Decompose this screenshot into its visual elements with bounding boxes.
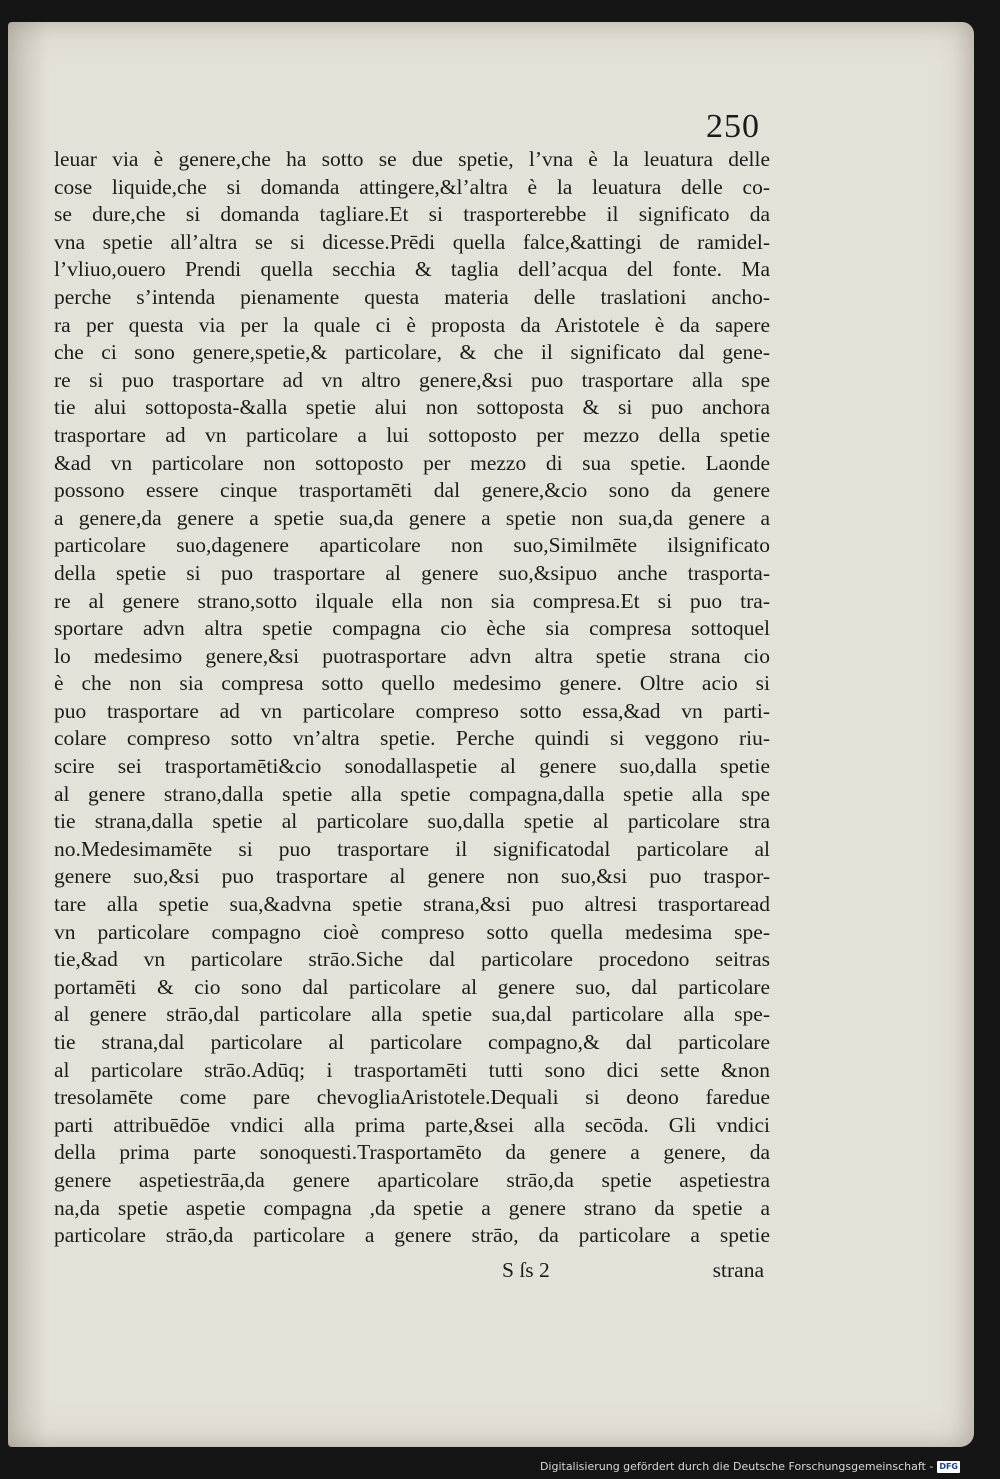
text-line: no.Medesimamēte si puo trasportare il significatodal particolare al [54, 836, 770, 861]
text-line: tie,&ad vn particolare strāo.Siche dal particolare procedono seitras [54, 947, 770, 972]
text-line: na,da spetie aspetie compagna ,da spetie a genere strano da spetie a [54, 1195, 770, 1220]
text-line: particolare suo,dagenere aparticolare non suo,Similmēte ilsignificato [54, 533, 770, 558]
text-line: leuar via è genere,che ha sotto se due spetie, l’vna è la leuatura delle [54, 147, 770, 171]
text-line: particolare strāo,da particolare a genere strāo, da particolare a spetie [54, 1223, 770, 1248]
page-number: 250 [706, 108, 760, 145]
catchword: strana [712, 1258, 764, 1282]
text-line: parti attribuēdōe vndici alla prima parte,&sei alla secōda. Gli vndici [54, 1112, 770, 1137]
text-line: della prima parte sonoquesti.Trasportamēto da genere a genere, da [54, 1140, 770, 1165]
body-text [54, 146, 770, 1250]
text-line: tare alla spetie sua,&advna spetie strana,&si puo altresi trasportaread [54, 892, 770, 917]
text-line: genere aspetiestrāa,da genere aparticolare strāo,da spetie aspetiestra [54, 1167, 770, 1192]
text-line: portamēti & cio sono dal particolare al genere suo, dal particolare [54, 974, 770, 999]
text-line: della spetie si puo trasportare al genere suo,&sipuo anche trasporta- [54, 560, 770, 585]
text-line: l’vliuo,ouero Prendi quella secchia & taglia dell’acqua del fonte. Ma [54, 257, 770, 282]
text-line: tie strana,dalla spetie al particolare suo,dalla spetie al particolare stra [54, 809, 770, 834]
text-line: ra per questa via per la quale ci è proposta da Aristotele è da sapere [54, 312, 770, 337]
dfg-credit [540, 1460, 960, 1473]
text-line: vn particolare compagno cioè compreso sotto quella medesima spe- [54, 919, 770, 944]
page-footer [54, 1258, 764, 1288]
text-line: re al genere strano,sotto ilquale ella non sia compresa.Et si puo tra- [54, 588, 770, 613]
text-line: &ad vn particolare non sottoposto per mezzo di sua spetie. Laonde [54, 450, 770, 475]
text-line: che ci sono genere,spetie,& particolare, & che il significato dal gene- [54, 340, 770, 365]
text-line: al particolare strāo.Adūq; i trasportamēti tutti sono dici sette &non [54, 1057, 770, 1082]
text-line: trasportare ad vn particolare a lui sottoposto per mezzo della spetie [54, 422, 770, 447]
text-line: puo trasportare ad vn particolare compreso sotto essa,&ad vn parti- [54, 698, 770, 723]
dfg-logo-icon: DFG [939, 1462, 958, 1471]
text-line: perche s’intenda pienamente questa materia delle traslationi ancho- [54, 284, 770, 309]
dfg-credit-text: Digitalisierung gefördert durch die Deutsche Forschungsgemeinschaft - [539, 1460, 934, 1473]
text-line: colare compreso sotto vn’altra spetie. Perche quindi si veggono riu- [54, 726, 770, 751]
text-line: re si puo trasportare ad vn altro genere,&si puo trasportare alla spe [54, 367, 770, 392]
text-line: a genere,da genere a spetie sua,da genere a spetie non sua,da genere a [54, 505, 770, 530]
text-line: al genere strāo,dal particolare alla spetie sua,dal particolare alla spe- [54, 1002, 770, 1027]
text-line: lo medesimo genere,&si puotrasportare advn altra spetie strana cio [54, 643, 770, 668]
text-line: tresolamēte come pare chevogliaAristotele.Dequali si deono faredue [54, 1085, 770, 1110]
text-line: è che non sia compresa sotto quello medesimo genere. Oltre acio si [54, 671, 770, 696]
text-line: genere suo,&si puo trasportare al genere non suo,&si puo traspor- [54, 864, 770, 889]
text-line: tie alui sottoposta-&alla spetie alui non sottoposta & si puo anchora [54, 395, 770, 420]
text-line: se dure,che si domanda tagliare.Et si trasporterebbe il significato da [54, 202, 770, 227]
text-line: scire sei trasportamēti&cio sonodallaspetie al genere suo,dalla spetie [54, 754, 770, 779]
text-line: possono essere cinque trasportamēti dal genere,&cio sono da genere [54, 478, 770, 503]
text-line: al genere strano,dalla spetie alla spetie compagna,dalla spetie alla spe [54, 781, 770, 806]
text-line: vna spetie all’altra se si dicesse.Prēdi quella falce,&attingi de ramidel- [54, 229, 770, 254]
text-line: cose liquide,che si domanda attingere,&l’altra è la leuatura delle co- [54, 174, 770, 199]
text-line: tie strana,dal particolare al particolare compagno,& dal particolare [54, 1030, 770, 1054]
signature-mark: S ſs 2 [502, 1258, 550, 1282]
text-line: sportare advn altra spetie compagna cio èche sia compresa sottoquel [54, 616, 770, 641]
